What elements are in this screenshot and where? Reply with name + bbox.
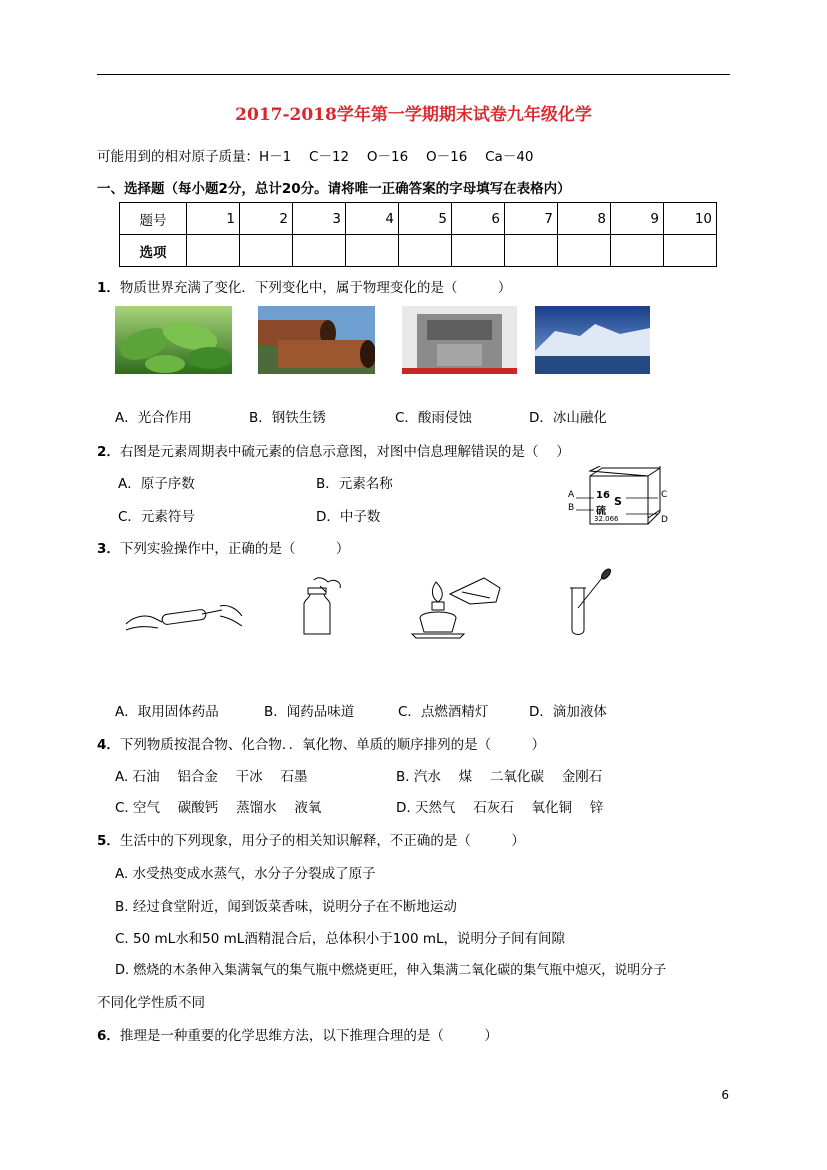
alcohol-lamp-illustration: [410, 574, 502, 640]
answer-cell[interactable]: [293, 235, 346, 267]
q1-option-a: A．光合作用: [115, 410, 192, 426]
question-number: 6．: [97, 1028, 120, 1044]
table-cell: 5: [399, 203, 452, 235]
q3-option-a: A．取用固体药品: [115, 704, 219, 720]
q5-option-d: D. 燃烧的木条伸入集满氧气的集气瓶中燃烧更旺，伸入集满二氧化碳的集气瓶中熄灭，说明分子: [115, 963, 667, 978]
answer-table: [119, 202, 717, 267]
table-cell: 8: [558, 203, 611, 235]
question-stem: 生活中的下列现象，用分子的相关知识解释，不正确的是（ ）: [119, 833, 525, 849]
atomic-number: 16: [596, 490, 610, 501]
table-cell: 2: [240, 203, 293, 235]
element-name: 硫: [596, 506, 606, 517]
iceberg-photo: [535, 306, 650, 374]
label-b: B: [568, 503, 575, 513]
atomic-masses: 可能用到的相对原子质量：H－1 C－12 O－16 O－16 Ca－40: [97, 149, 534, 165]
table-cell: 1: [187, 203, 240, 235]
q3-option-c: C．点燃酒精灯: [398, 704, 489, 720]
table-header-cell: 题号: [120, 203, 187, 235]
answer-cell[interactable]: [664, 235, 717, 267]
table-cell: 6: [452, 203, 505, 235]
question-number: 1．: [97, 280, 120, 296]
element-symbol: S: [614, 495, 622, 508]
table-row: [120, 235, 717, 267]
q2-option-d: D．中子数: [316, 509, 381, 525]
page-number: 6: [721, 1088, 729, 1102]
acid-rain-statue-photo: [402, 306, 517, 374]
question-3: [97, 537, 349, 557]
photosynthesis-photo: [115, 306, 232, 374]
q2-option-a: A．原子序数: [118, 476, 195, 492]
q1-option-b: B．钢铁生锈: [249, 410, 326, 426]
answer-cell[interactable]: [240, 235, 293, 267]
solid-drug-illustration: [124, 596, 244, 636]
question-5: [97, 829, 525, 849]
question-number: 2．: [97, 444, 120, 460]
section-heading: 一、选择题（每小题2分，总计20分。请将唯一正确答案的字母填写在表格内）: [97, 181, 571, 197]
answer-cell[interactable]: [452, 235, 505, 267]
sulfur-element-card: [566, 466, 672, 532]
q5-option-c: C. 50 mL水和50 mL酒精混合后，总体积小于100 mL，说明分子间有间隙: [115, 931, 566, 947]
question-4: [97, 733, 545, 753]
question-stem: 物质世界充满了变化．下列变化中，属于物理变化的是（ ）: [119, 280, 512, 296]
answer-cell[interactable]: [505, 235, 558, 267]
question-2: [97, 440, 570, 460]
answer-cell[interactable]: [611, 235, 664, 267]
question-6: [97, 1024, 498, 1044]
table-cell: 4: [346, 203, 399, 235]
atomic-mass: 32.066: [594, 515, 619, 523]
question-number: 4．: [97, 737, 120, 753]
q4-option-b: B. 汽水 煤 二氧化碳 金刚石: [396, 769, 603, 785]
q1-option-d: D．冰山融化: [529, 410, 607, 426]
table-header-cell: 选项: [120, 235, 187, 267]
question-1: [97, 276, 511, 296]
q4-option-d: D. 天然气 石灰石 氧化铜 锌: [396, 800, 604, 816]
q5-option-a: A. 水受热变成水蒸气，水分子分裂成了原子: [115, 866, 376, 882]
q5-option-d-continued: 不同化学性质不同: [97, 995, 205, 1011]
question-stem: 下列物质按混合物、化合物．．氧化物、单质的顺序排列的是（ ）: [119, 737, 546, 753]
table-row: [120, 203, 717, 235]
q3-option-b: B．闻药品味道: [264, 704, 355, 720]
q3-option-d: D．滴加液体: [529, 704, 607, 720]
table-cell: 9: [611, 203, 664, 235]
header-rule: [97, 74, 730, 75]
table-cell: 3: [293, 203, 346, 235]
dropper-illustration: [566, 568, 618, 640]
answer-cell[interactable]: [346, 235, 399, 267]
question-stem: 右图是元素周期表中硫元素的信息示意图，对图中信息理解错误的是（ ）: [119, 444, 570, 460]
rusty-pipes-photo: [258, 306, 375, 374]
q2-option-c: C．元素符号: [118, 509, 195, 525]
question-number: 5．: [97, 833, 120, 849]
page-title: 2017-2018学年第一学期期末试卷九年级化学: [235, 105, 592, 125]
question-stem: 推理是一种重要的化学思维方法，以下推理合理的是（ ）: [119, 1028, 498, 1044]
smell-drug-illustration: [292, 574, 352, 638]
label-c: C: [661, 490, 668, 500]
answer-cell[interactable]: [558, 235, 611, 267]
q1-option-c: C．酸雨侵蚀: [395, 410, 472, 426]
question-stem: 下列实验操作中，正确的是（ ）: [119, 541, 350, 557]
answer-cell[interactable]: [187, 235, 240, 267]
label-d: D: [661, 515, 668, 525]
question-number: 3．: [97, 541, 120, 557]
table-cell: 7: [505, 203, 558, 235]
q4-option-c: C. 空气 碳酸钙 蒸馏水 液氧: [115, 800, 322, 816]
answer-cell[interactable]: [399, 235, 452, 267]
table-cell: 10: [664, 203, 717, 235]
q5-option-b: B. 经过食堂附近，闻到饭菜香味，说明分子在不断地运动: [115, 899, 457, 915]
label-a: A: [568, 490, 575, 500]
q2-option-b: B．元素名称: [316, 476, 393, 492]
q4-option-a: A. 石油 铝合金 干冰 石墨: [115, 769, 308, 785]
